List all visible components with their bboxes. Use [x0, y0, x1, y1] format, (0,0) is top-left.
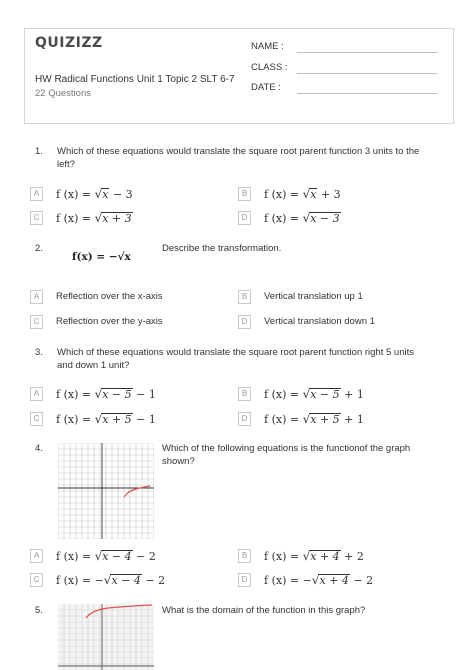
question-number: 4. — [35, 443, 43, 454]
equation-lhs: f (x) = − — [264, 574, 312, 587]
option-letter-box: D — [238, 412, 251, 426]
option-equation — [56, 549, 156, 563]
class-line — [297, 73, 437, 74]
option-letter-box: C — [30, 573, 43, 587]
radicand: x − 5 — [102, 388, 132, 401]
radical-sign: √ — [94, 387, 103, 401]
radical-sign: √ — [94, 412, 103, 426]
option-letter-box: D — [238, 573, 251, 587]
option-letter-box: C — [30, 412, 43, 426]
option-text: Reflection over the y-axis — [56, 316, 163, 327]
graph-grid — [58, 443, 154, 539]
equation-lhs: f (x) = − — [56, 574, 104, 587]
option-equation — [56, 573, 165, 587]
date-line — [297, 93, 437, 94]
question-graph — [58, 443, 154, 539]
radical-sign: √ — [302, 387, 311, 401]
question-text-line: and down 1 unit? — [57, 360, 130, 371]
option-letter-box: B — [238, 387, 251, 401]
equation-lhs: f (x) = — [264, 388, 303, 401]
question-text-line: Which of the following equations is the functionof the graph — [162, 443, 411, 454]
option-letter-box: B — [238, 549, 251, 563]
option-letter-box: A — [30, 549, 43, 563]
radical-sign: √ — [94, 187, 103, 201]
quizizz-logo: QUIZIZZ — [35, 35, 103, 51]
option-text: Reflection over the x-axis — [56, 291, 163, 302]
option-letter-box: A — [30, 387, 43, 401]
name-line — [297, 52, 437, 53]
question-text-line: shown? — [162, 456, 195, 467]
radicand: x — [102, 188, 109, 201]
equation-rest: − 1 — [132, 413, 156, 426]
equation-rest: − 1 — [132, 388, 156, 401]
option-equation — [264, 573, 373, 587]
option-equation — [56, 211, 133, 225]
equation-rest: − 2 — [141, 574, 166, 587]
radicand: x — [310, 188, 317, 201]
question-text — [57, 346, 414, 372]
radicand: x − 4 — [102, 550, 132, 563]
radical-sign: √ — [94, 549, 103, 563]
question-count: 22 Questions — [35, 88, 91, 99]
radical-sign: √ — [302, 549, 311, 563]
radicand: x − 5 — [310, 388, 340, 401]
name-label: NAME : — [251, 41, 284, 52]
equation-rest: + 1 — [340, 388, 364, 401]
equation-lhs: f (x) = — [264, 413, 303, 426]
equation-lhs: f (x) = — [264, 550, 303, 563]
option-letter-box: D — [238, 315, 251, 329]
radicand: x + 4 — [310, 550, 340, 563]
option-equation — [56, 187, 133, 201]
worksheet-header — [24, 28, 454, 124]
option-equation — [264, 387, 364, 401]
equation-lhs: f (x) = — [264, 212, 303, 225]
equation-rest: + 3 — [317, 188, 341, 201]
question-number: 5. — [35, 605, 43, 616]
equation-rest: + 1 — [340, 413, 364, 426]
option-equation — [264, 211, 341, 225]
radicand: x + 4 — [319, 574, 349, 587]
date-label: DATE : — [251, 82, 281, 93]
equation-lhs: f (x) = — [56, 388, 95, 401]
option-equation — [264, 412, 364, 426]
question-text: What is the domain of the function in this graph? — [162, 605, 366, 616]
radical-sign: √ — [302, 412, 311, 426]
question-function: f(x) = −√x — [72, 251, 131, 263]
equation-rest: − 3 — [109, 188, 133, 201]
radicand: x + 5 — [102, 413, 132, 426]
question-text-line: left? — [57, 159, 75, 170]
question-text — [162, 442, 410, 468]
option-letter-box: C — [30, 315, 43, 329]
name-field[interactable] — [251, 41, 437, 53]
class-label: CLASS : — [251, 62, 288, 73]
radicand: x + 3 — [102, 212, 132, 225]
option-equation — [56, 387, 156, 401]
equation-rest: − 2 — [349, 574, 374, 587]
radical-sign: √ — [103, 573, 112, 587]
radical-sign: √ — [94, 211, 103, 225]
option-text: Vertical translation down 1 — [264, 316, 375, 327]
option-equation — [264, 549, 364, 563]
question-number: 1. — [35, 146, 43, 157]
equation-rest: − 2 — [132, 550, 156, 563]
option-letter-box: B — [238, 290, 251, 304]
question-text-line: Which of these equations would translate the square root parent function 3 units to the — [57, 146, 420, 157]
option-letter-box: D — [238, 211, 251, 225]
radical-sign: √ — [311, 573, 320, 587]
equation-rest: + 2 — [340, 550, 364, 563]
option-text: Vertical translation up 1 — [264, 291, 363, 302]
radical-sign: √ — [302, 187, 311, 201]
question-text — [57, 145, 419, 171]
class-field[interactable] — [251, 62, 437, 74]
radicand: x − 3 — [310, 212, 340, 225]
radical-sign: √ — [302, 211, 311, 225]
radicand: x − 4 — [111, 574, 141, 587]
option-equation — [264, 187, 341, 201]
option-letter-box: C — [30, 211, 43, 225]
date-field[interactable] — [251, 82, 437, 94]
question-number: 2. — [35, 243, 43, 254]
equation-lhs: f (x) = — [56, 413, 95, 426]
worksheet-title: HW Radical Functions Unit 1 Topic 2 SLT 6-7 — [35, 74, 235, 85]
radicand: x + 5 — [310, 413, 340, 426]
equation-lhs: f (x) = — [56, 212, 95, 225]
option-equation — [56, 412, 156, 426]
question-text-line: Which of these equations would translate the square root parent function right 5 units — [57, 347, 414, 358]
equation-lhs: f (x) = — [264, 188, 303, 201]
option-letter-box: A — [30, 187, 43, 201]
question-text: Describe the transformation. — [162, 243, 282, 254]
question-graph — [58, 604, 154, 670]
option-letter-box: B — [238, 187, 251, 201]
option-letter-box: A — [30, 290, 43, 304]
question-number: 3. — [35, 347, 43, 358]
equation-lhs: f (x) = — [56, 550, 95, 563]
equation-lhs: f (x) = — [56, 188, 95, 201]
